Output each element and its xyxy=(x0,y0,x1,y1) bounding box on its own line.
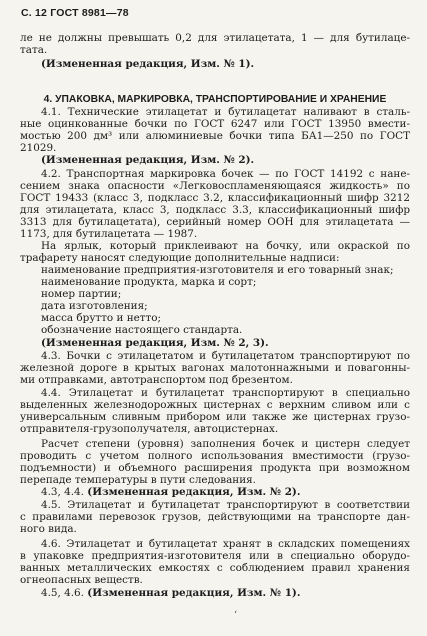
amendment-note: (Измененная редакция, Изм. № 1). xyxy=(41,58,255,70)
text-line: выделенных железнодорожных цистернах с верхним сливом или с xyxy=(20,399,410,411)
text-line: железной дороге в крытых вагонах малотоннажными и повагонны- xyxy=(20,362,410,374)
list-item: масса брутто и нетто; xyxy=(41,312,162,324)
text-line: На ярлык, который приклеивают на бочку, или окраской по xyxy=(41,240,410,252)
amendment-note: (Измененная редакция, Изм. № 2). xyxy=(41,154,255,166)
text-line: Расчет степени (уровня) заполнения бочек и цистерн следует xyxy=(41,438,410,450)
text-line: ного вида. xyxy=(20,523,77,535)
text-line: ГОСТ 19433 (класс 3, подкласс 3.2, классификационный шифр 3212 xyxy=(20,192,410,204)
text-line: сением знака опасности «Легковоспламеняющаяся жидкость» по xyxy=(20,180,410,192)
text-line: трафарету наносят следующие дополнительные надписи: xyxy=(20,252,340,264)
section-title: 4. УПАКОВКА, МАРКИРОВКА, ТРАНСПОРТИРОВАНИЕ И ХРАНЕНИЕ xyxy=(43,94,387,105)
text-line: в упаковке предприятия-изготовителя или в специально оборудо- xyxy=(20,550,410,562)
text-line: 21029. xyxy=(20,142,57,154)
amendment-text: (Измененная редакция, Изм. № 2). xyxy=(87,486,301,498)
amendment-clauses: 4.3, 4.4. xyxy=(41,486,84,498)
text-line: отправителя-грузополучателя, автоцистернах. xyxy=(20,423,279,435)
page-mark: ‘ xyxy=(234,610,238,621)
text-line: мостью 200 дм³ или алюминиевые бочки типа БА1—250 по ГОСТ xyxy=(20,130,410,142)
text-line: универсальным сливным прибором или также же цистернах грузо- xyxy=(20,411,410,423)
text-line: для этилацетата, класс 3, подкласс 3.3, классификационный шифр xyxy=(20,204,410,216)
text-line: 3313 для бутилацетата), серийный номер ООН для этилацетата — xyxy=(20,216,410,228)
amendment-text: (Измененная редакция, Изм. № 1). xyxy=(87,587,301,599)
amendment-note xyxy=(41,486,410,498)
amendment-note: (Измененная редакция, Изм. № 2, 3). xyxy=(41,337,269,349)
text-line: 4.1. Технические этилацетат и бутилацетат наливают в сталь- xyxy=(41,106,410,118)
list-item: номер партии; xyxy=(41,288,122,300)
text-line: 4.3. Бочки с этилацетатом и бутилацетатом транспортируют по xyxy=(41,350,410,362)
amendment-note xyxy=(41,587,410,599)
text-line: ми отправками, автотранспортом под брезентом. xyxy=(20,374,293,386)
text-line: 4.6. Этилацетат и бутилацетат хранят в складских помещениях xyxy=(41,538,410,550)
text-line: ванных металлических емкостях с соблюдением правил хранения xyxy=(20,562,410,574)
text-line: огнеопасных веществ. xyxy=(20,574,143,586)
text-line: проводить с учетом полного использования вместимости (грузо- xyxy=(20,450,410,462)
text-line: 4.2. Транспортная маркировка бочек — по ГОСТ 14192 с нане- xyxy=(41,168,410,180)
text-line: ле не должны превышать 0,2 для этилацетата, 1 — для бутилаце- xyxy=(20,32,410,44)
page-header: С. 12 ГОСТ 8981—78 xyxy=(21,7,129,19)
text-line: 4.4. Этилацетат и бутилацетат транспортируют в специально xyxy=(41,387,410,399)
amendment-clauses: 4.5, 4.6. xyxy=(41,587,84,599)
text-line: 1173, для бутилацетата — 1987. xyxy=(20,228,198,240)
text-line: тата. xyxy=(20,44,48,56)
text-line: ные оцинкованные бочки по ГОСТ 6247 или ГОСТ 13950 вмести- xyxy=(20,118,410,130)
text-line: 4.5. Этилацетат и бутилацетат транспортируют в соответствии xyxy=(41,499,410,511)
list-item: дата изготовления; xyxy=(41,300,148,312)
list-item: наименование предприятия-изготовителя и его товарный знак; xyxy=(41,264,394,276)
text-line: подъемности) и объемного расширения продукта при возможном xyxy=(20,462,410,474)
list-item: наименование продукта, марка и сорт; xyxy=(41,276,257,288)
text-line: с правилами перевозок грузов, действующими на транспорте дан- xyxy=(20,511,410,523)
text-line: перепаде температуры в пути следования. xyxy=(20,474,256,486)
list-item: обозначение настоящего стандарта. xyxy=(41,324,243,336)
